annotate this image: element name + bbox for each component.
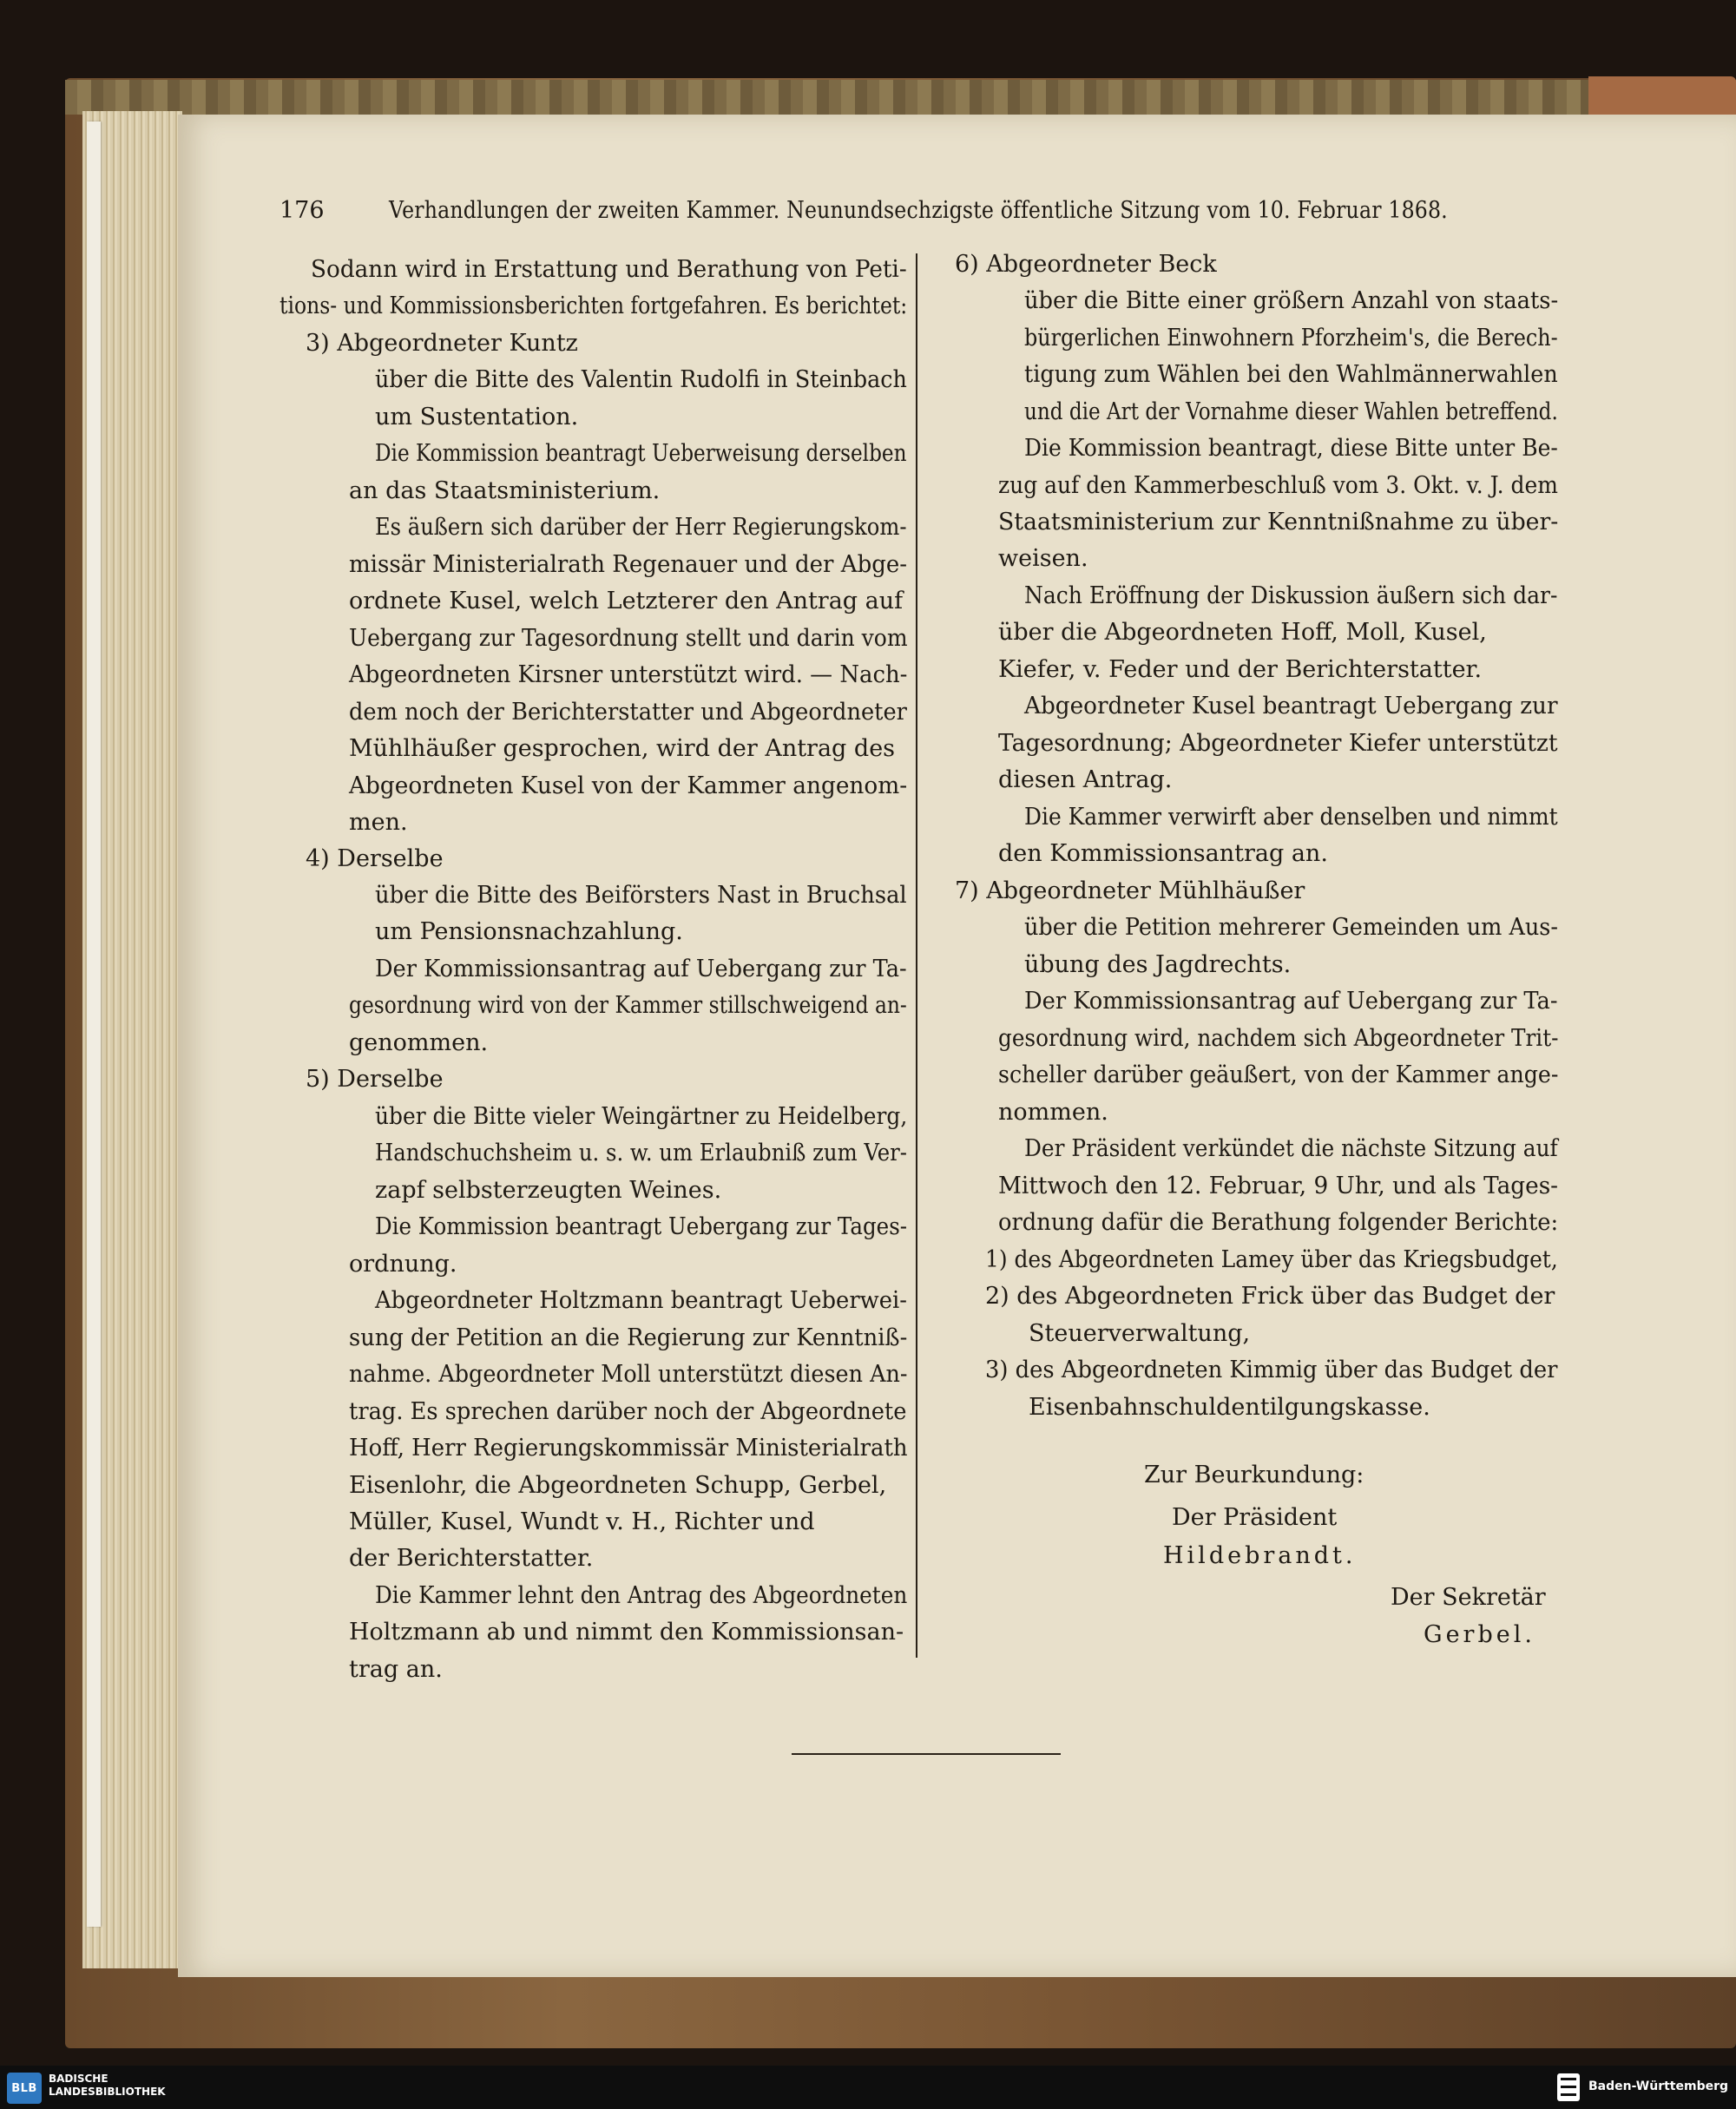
text-line: Die Kammer lehnt den Antrag des Abgeordneten: [375, 1582, 908, 1609]
running-title: Verhandlungen der zweiten Kammer. Neunundsechzigste öffentliche Sitzung vom 10. Februar 1868.: [389, 197, 1448, 224]
text-line: Staatsministerium zur Kenntnißnahme zu über-: [998, 509, 1559, 535]
book-cover-top-edge: [65, 80, 1736, 115]
library-name-line2: LANDESBIBLIOTHEK: [49, 2086, 166, 2098]
text-line: men.: [349, 809, 408, 836]
attestation-line: Zur Beurkundung:: [1144, 1462, 1364, 1488]
text-line: um Pensionsnachzahlung.: [375, 918, 683, 945]
text-line: Steuerverwaltung,: [1029, 1320, 1251, 1347]
text-line: zug auf den Kammerbeschluß vom 3. Okt. v. J. dem: [998, 472, 1558, 499]
text-line: genommen.: [349, 1029, 489, 1056]
library-name-line1: BADISCHE: [49, 2073, 108, 2085]
text-line: diesen Antrag.: [998, 766, 1173, 793]
text-line: Eisenbahnschuldentilgungskasse.: [1029, 1394, 1430, 1421]
text-line: dem noch der Berichterstatter und Abgeordneter: [349, 699, 907, 726]
text-line: den Kommissionsantrag an.: [998, 840, 1328, 867]
text-line: über die Bitte des Beiförsters Nast in Bruchsal: [375, 882, 907, 909]
text-line: nommen.: [998, 1099, 1108, 1126]
text-line: zapf selbsterzeugten Weines.: [375, 1177, 722, 1204]
item-heading: 4) Derselbe: [306, 845, 444, 872]
text-line: ordnung.: [349, 1251, 457, 1278]
text-line: Nach Eröffnung der Diskussion äußern sich dar-: [1024, 582, 1558, 609]
text-line: Kiefer, v. Feder und der Berichterstatter.: [998, 656, 1483, 683]
text-line: Tagesordnung; Abgeordneter Kiefer unterstützt: [998, 730, 1558, 757]
text-line: bürgerlichen Einwohnern Pforzheim's, die Berech-: [1024, 325, 1558, 352]
text-line: Die Kammer verwirft aber denselben und nimmt: [1024, 804, 1558, 831]
text-line: Abgeordneten Kusel von der Kammer angenom-: [349, 772, 908, 799]
text-line: scheller darüber geäußert, von der Kammer ange-: [998, 1061, 1559, 1088]
text-line: nahme. Abgeordneter Moll unterstützt diesen An-: [349, 1361, 908, 1388]
footer-bar: [0, 2066, 1736, 2109]
text-line: sung der Petition an die Regierung zur Kenntniß-: [349, 1324, 908, 1351]
text-line: Handschuchsheim u. s. w. um Erlaubniß zum Ver-: [375, 1140, 907, 1166]
item-heading: 5) Derselbe: [306, 1066, 444, 1093]
text-line: Holtzmann ab und nimmt den Kommissionsan-: [349, 1619, 904, 1646]
page-number: 176: [279, 197, 325, 224]
item-heading: 3) Abgeordneter Kuntz: [306, 330, 578, 357]
text-line: Sodann wird in Erstattung und Berathung von Peti-: [311, 256, 907, 283]
item-heading: 7) Abgeordneter Mühlhäußer: [955, 877, 1305, 904]
text-line: Mittwoch den 12. Februar, 9 Uhr, und als Tages-: [998, 1173, 1559, 1199]
text-line: Mühlhäußer gesprochen, wird der Antrag des: [349, 735, 896, 762]
text-line: tigung zum Wählen bei den Wahlmännerwahlen: [1024, 361, 1558, 388]
text-line: Abgeordneter Kusel beantragt Uebergang zur: [1024, 693, 1558, 719]
text-line: übung des Jagdrechts.: [1024, 951, 1292, 978]
coat-of-arms-icon: [1555, 2072, 1581, 2103]
library-name: [49, 2073, 166, 2099]
president-name: Hildebrandt.: [1163, 1542, 1357, 1569]
agenda-item: 3) des Abgeordneten Kimmig über das Budget der: [985, 1357, 1558, 1383]
text-line: Die Kommission beantragt, diese Bitte unter Be-: [1024, 435, 1558, 462]
text-line: Der Kommissionsantrag auf Uebergang zur Ta-: [1024, 988, 1558, 1015]
text-line: über die Abgeordneten Hoff, Moll, Kusel,: [998, 619, 1487, 646]
text-line: missär Ministerialrath Regenauer und der Abge-: [349, 551, 908, 578]
text-line: Die Kommission beantragt Uebergang zur Tages-: [375, 1213, 908, 1240]
text-line: Der Kommissionsantrag auf Uebergang zur Ta-: [375, 956, 907, 982]
secretary-name: Gerbel.: [1424, 1621, 1535, 1648]
text-line: Der Präsident verkündet die nächste Sitzung auf: [1024, 1135, 1558, 1162]
column-divider: [916, 253, 917, 1658]
text-line: Es äußern sich darüber der Herr Regierungskom-: [375, 514, 907, 541]
text-line: Abgeordneter Holtzmann beantragt Ueberwei-: [375, 1287, 907, 1314]
text-line: Müller, Kusel, Wundt v. H., Richter und: [349, 1508, 815, 1535]
text-line: ordnung dafür die Berathung folgender Berichte:: [998, 1209, 1559, 1236]
text-line: an das Staatsministerium.: [349, 477, 661, 504]
text-line: Eisenlohr, die Abgeordneten Schupp, Gerbel,: [349, 1472, 887, 1499]
text-line: weisen.: [998, 545, 1088, 572]
end-rule: [792, 1753, 1061, 1755]
text-line: gesordnung wird, nachdem sich Abgeordneter Trit-: [998, 1025, 1559, 1052]
text-line: über die Bitte des Valentin Rudolfi in Steinbach: [375, 366, 907, 393]
text-line: über die Bitte vieler Weingärtner zu Heidelberg,: [375, 1103, 908, 1130]
text-line: Uebergang zur Tagesordnung stellt und darin vom: [349, 625, 908, 652]
agenda-item: 2) des Abgeordneten Frick über das Budget der: [985, 1283, 1555, 1310]
text-line: über die Petition mehrerer Gemeinden um Aus-: [1024, 914, 1559, 941]
secretary-title: Der Sekretär: [1391, 1584, 1546, 1611]
president-title: Der Präsident: [1172, 1504, 1338, 1531]
blb-logo[interactable]: BLB: [7, 2073, 42, 2104]
text-line: tions- und Kommissionsberichten fortgefahren. Es berichtet:: [279, 292, 908, 319]
text-line: der Berichterstatter.: [349, 1545, 594, 1572]
text-line: und die Art der Vornahme dieser Wahlen betreffend.: [1024, 398, 1558, 425]
text-line: ordnete Kusel, welch Letzterer den Antrag auf: [349, 588, 904, 614]
item-heading: 6) Abgeordneter Beck: [955, 251, 1217, 278]
flyleaf: [87, 122, 101, 1927]
text-line: trag an.: [349, 1656, 443, 1683]
text-line: über die Bitte einer größern Anzahl von staats-: [1024, 287, 1559, 314]
text-line: Hoff, Herr Regierungskommissär Ministerialrath: [349, 1435, 908, 1462]
state-label[interactable]: Baden-Württemberg: [1588, 2079, 1729, 2093]
text-line: um Sustentation.: [375, 404, 579, 430]
text-line: gesordnung wird von der Kammer stillschweigend an-: [349, 992, 907, 1019]
agenda-item: 1) des Abgeordneten Lamey über das Kriegsbudget,: [985, 1246, 1558, 1273]
text-line: Die Kommission beantragt Ueberweisung derselben: [375, 440, 907, 467]
text-line: Abgeordneten Kirsner unterstützt wird. — Nach-: [349, 661, 908, 688]
text-line: trag. Es sprechen darüber noch der Abgeordnete: [349, 1398, 907, 1425]
